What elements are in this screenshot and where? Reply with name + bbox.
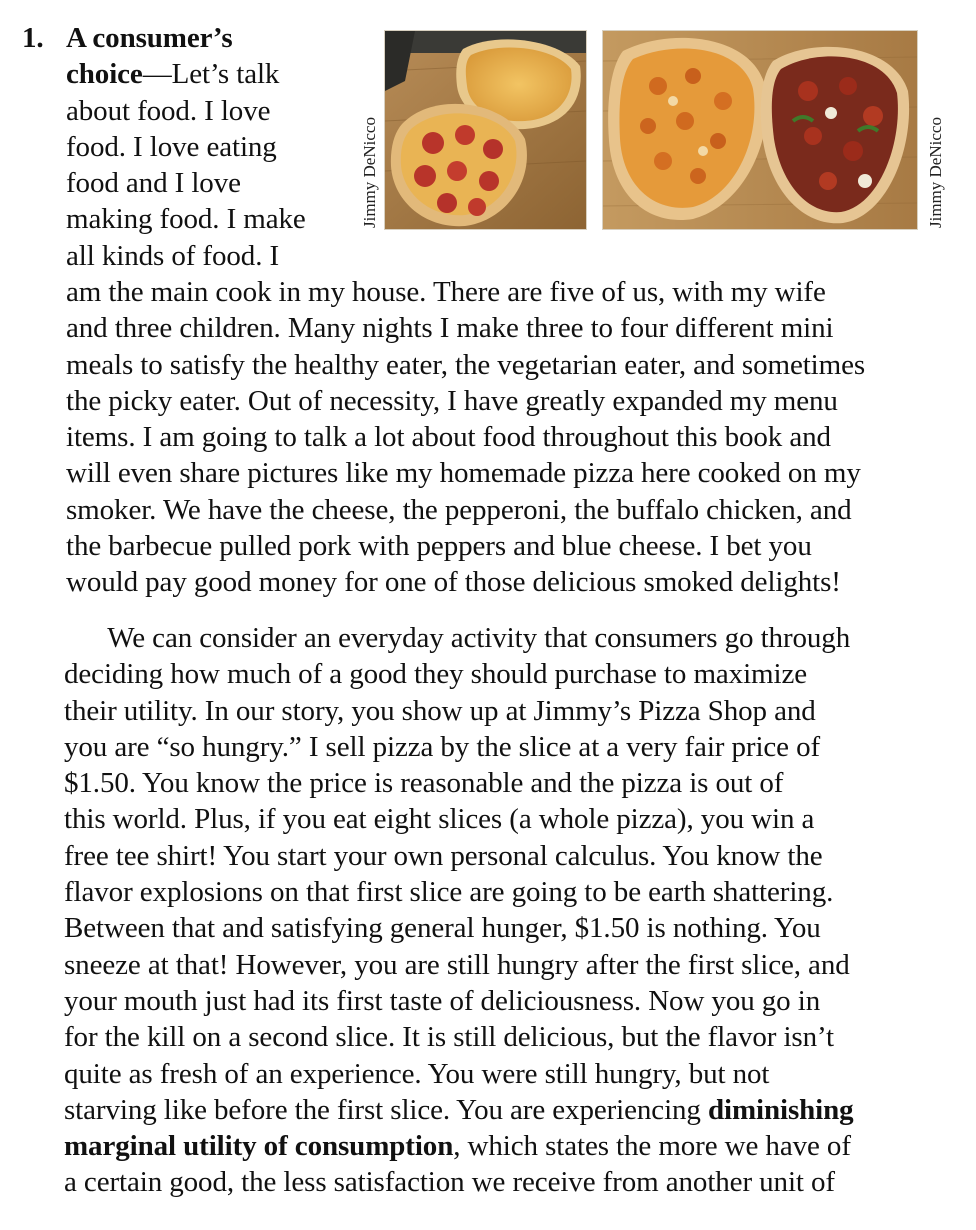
text-line: and three children. Many nights I make three to four different mini	[66, 312, 834, 345]
photo-credit: Jimmy DeNicco	[360, 117, 379, 228]
text-line: this world. Plus, if you eat eight slices (a whole pizza), you win a	[64, 803, 815, 836]
text-line: am the main cook in my house. There are five of us, with my wife	[66, 276, 826, 308]
paragraph-2	[64, 620, 944, 1201]
text-line: the picky eater. Out of necessity, I have greatly expanded my menu	[66, 384, 838, 417]
text-line: starving like before the first slice. You are experiencing diminishing	[64, 1093, 854, 1126]
text-line: the barbecue pulled pork with peppers and blue cheese. I bet you	[66, 530, 812, 563]
text-line: marginal utility of consumption, which states the more we have of	[64, 1130, 851, 1163]
pizza-photo-buffalo-bbq	[602, 30, 918, 230]
text-line: meals to satisfy the healthy eater, the vegetarian eater, and sometimes	[66, 348, 866, 381]
text-line: Between that and satisfying general hunger, $1.50 is nothing. You	[64, 912, 821, 945]
text-line: free tee shirt! You start your own personal calculus. You know the	[64, 839, 823, 872]
intro-line: making food. I make	[66, 203, 306, 236]
text-line: items. I am going to talk a lot about food throughout this book and	[66, 421, 831, 454]
text-line: flavor explosions on that first slice are going to be earth shattering.	[64, 876, 834, 909]
intro-line: about food. I love	[66, 94, 271, 127]
photo-credit: Jimmy DeNicco	[926, 117, 945, 228]
text-line: you are “so hungry.” I sell pizza by the slice at a very fair price of	[64, 730, 821, 763]
paragraph-1	[66, 274, 926, 601]
key-term: marginal utility of consumption	[64, 1130, 454, 1163]
text-line: sneeze at that! However, you are still hungry after the first slice, and	[64, 948, 850, 981]
text-line: their utility. In our story, you show up at Jimmy’s Pizza Shop and	[64, 694, 816, 727]
text-line: a certain good, the less satisfaction we receive from another unit of	[64, 1166, 835, 1199]
pizza-photo-cheese-pepperoni	[384, 30, 587, 230]
text-line: We can consider an everyday activity that consumers go through	[64, 622, 851, 654]
key-term: diminishing	[707, 1093, 854, 1126]
text-line: $1.50. You know the price is reasonable and the pizza is out of	[64, 767, 784, 800]
title-line-2: choice—Let’s talk	[66, 58, 280, 91]
text-line: deciding how much of a good they should purchase to maximize	[64, 658, 807, 691]
intro-line: food. I love eating	[66, 130, 277, 163]
intro-line: all kinds of food. I	[66, 239, 280, 272]
section-number: 1.	[22, 22, 44, 54]
text-line: your mouth just had its first taste of deliciousness. Now you go in	[64, 984, 821, 1017]
text-line: for the kill on a second slice. It is still delicious, but the flavor isn’t	[64, 1021, 834, 1054]
intro-column	[66, 20, 366, 274]
text-line: quite as fresh of an experience. You were still hungry, but not	[64, 1057, 770, 1090]
section-title: A consumer’s	[66, 22, 233, 54]
text-line: smoker. We have the cheese, the pepperoni, the buffalo chicken, and	[66, 493, 852, 526]
intro-line: food and I love	[66, 167, 241, 200]
text-line: will even share pictures like my homemade pizza here cooked on my	[66, 457, 861, 490]
text-line: would pay good money for one of those delicious smoked delights!	[66, 566, 841, 599]
